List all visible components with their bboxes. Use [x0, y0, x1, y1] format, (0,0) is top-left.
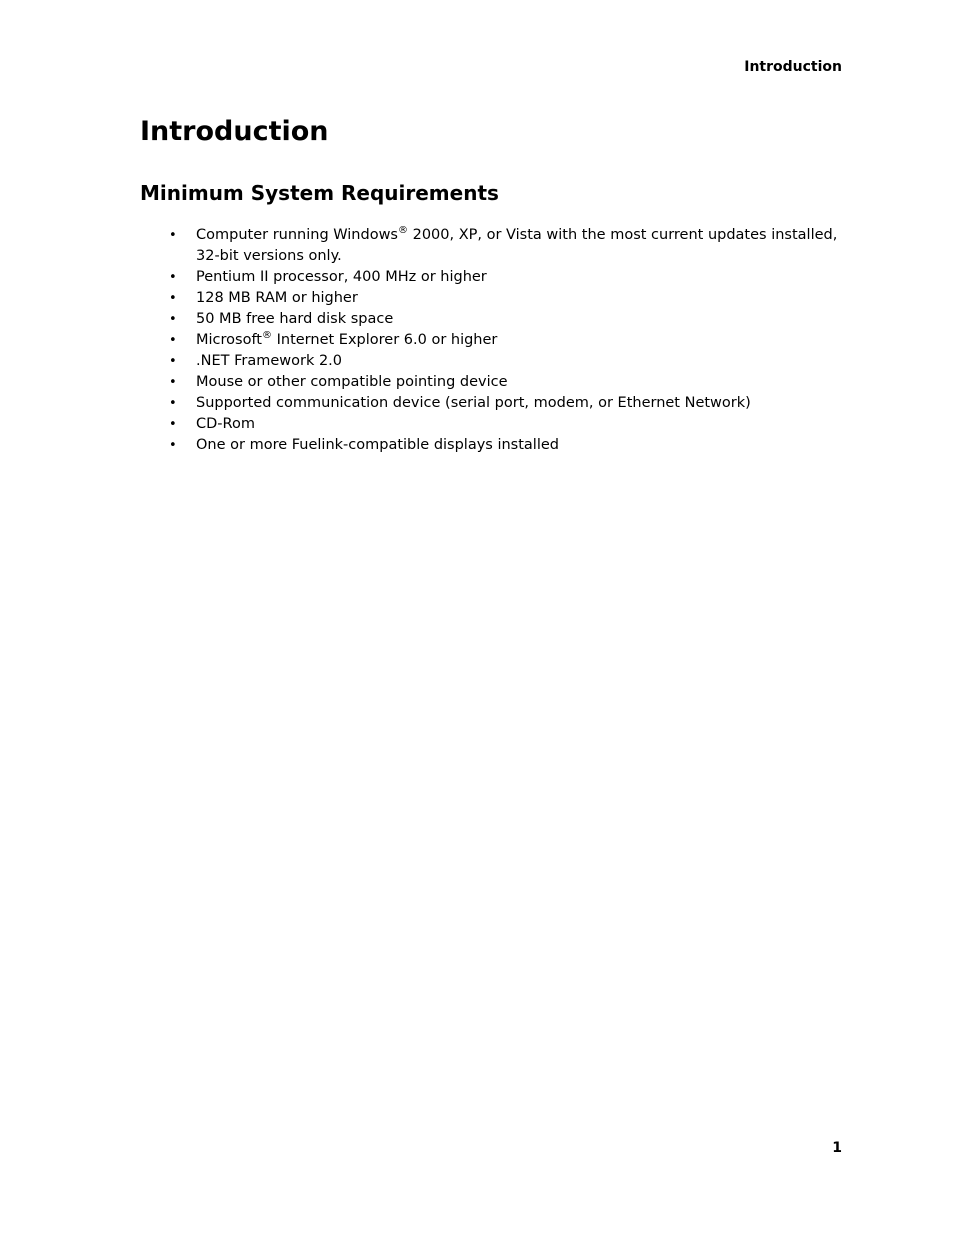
registered-mark: ® [397, 225, 408, 237]
list-item-text: CD-Rom [196, 416, 255, 432]
list-item-text: 50 MB free hard disk space [196, 311, 394, 327]
list-item-text: Supported communication device (serial port, modem, or Ethernet Network) [196, 395, 751, 411]
list-item [168, 372, 838, 393]
list-item-text: Computer running Windows [196, 227, 398, 243]
list-item [168, 393, 838, 414]
bullet-icon: • [169, 312, 177, 327]
section-heading: Minimum System Requirements [140, 181, 499, 205]
requirements-list [168, 225, 838, 456]
bullet-icon: • [169, 354, 177, 369]
list-item [168, 288, 838, 309]
list-item-text: Microsoft [196, 332, 262, 348]
registered-mark: ® [262, 330, 272, 342]
list-item-text-rest: Internet Explorer 6.0 or higher [272, 332, 498, 348]
list-item [168, 225, 838, 267]
list-item [168, 414, 838, 435]
bullet-icon: • [169, 333, 177, 348]
list-item-text: One or more Fuelink-compatible displays installed [196, 437, 559, 453]
bullet-icon: • [169, 291, 177, 306]
bullet-icon: • [169, 228, 177, 243]
list-item [168, 309, 838, 330]
bullet-icon: • [169, 375, 177, 390]
list-item [168, 330, 838, 351]
bullet-icon: • [169, 438, 177, 453]
list-item [168, 351, 838, 372]
bullet-icon: • [169, 417, 177, 432]
list-item [168, 435, 838, 456]
bullet-icon: • [169, 270, 177, 285]
list-item-text: Pentium II processor, 400 MHz or higher [196, 269, 487, 285]
page-number: 1 [832, 1140, 842, 1156]
list-item [168, 267, 838, 288]
list-item-text: 128 MB RAM or higher [196, 290, 358, 306]
bullet-icon: • [169, 396, 177, 411]
page-title: Introduction [140, 116, 329, 147]
list-item-text: .NET Framework 2.0 [196, 353, 343, 369]
list-item-text: Mouse or other compatible pointing device [196, 374, 508, 390]
list-item-text-rest: 2000, XP, or Vista with the most current updates installed, 32-bit versions only. [196, 227, 838, 264]
running-header: Introduction [744, 59, 842, 75]
